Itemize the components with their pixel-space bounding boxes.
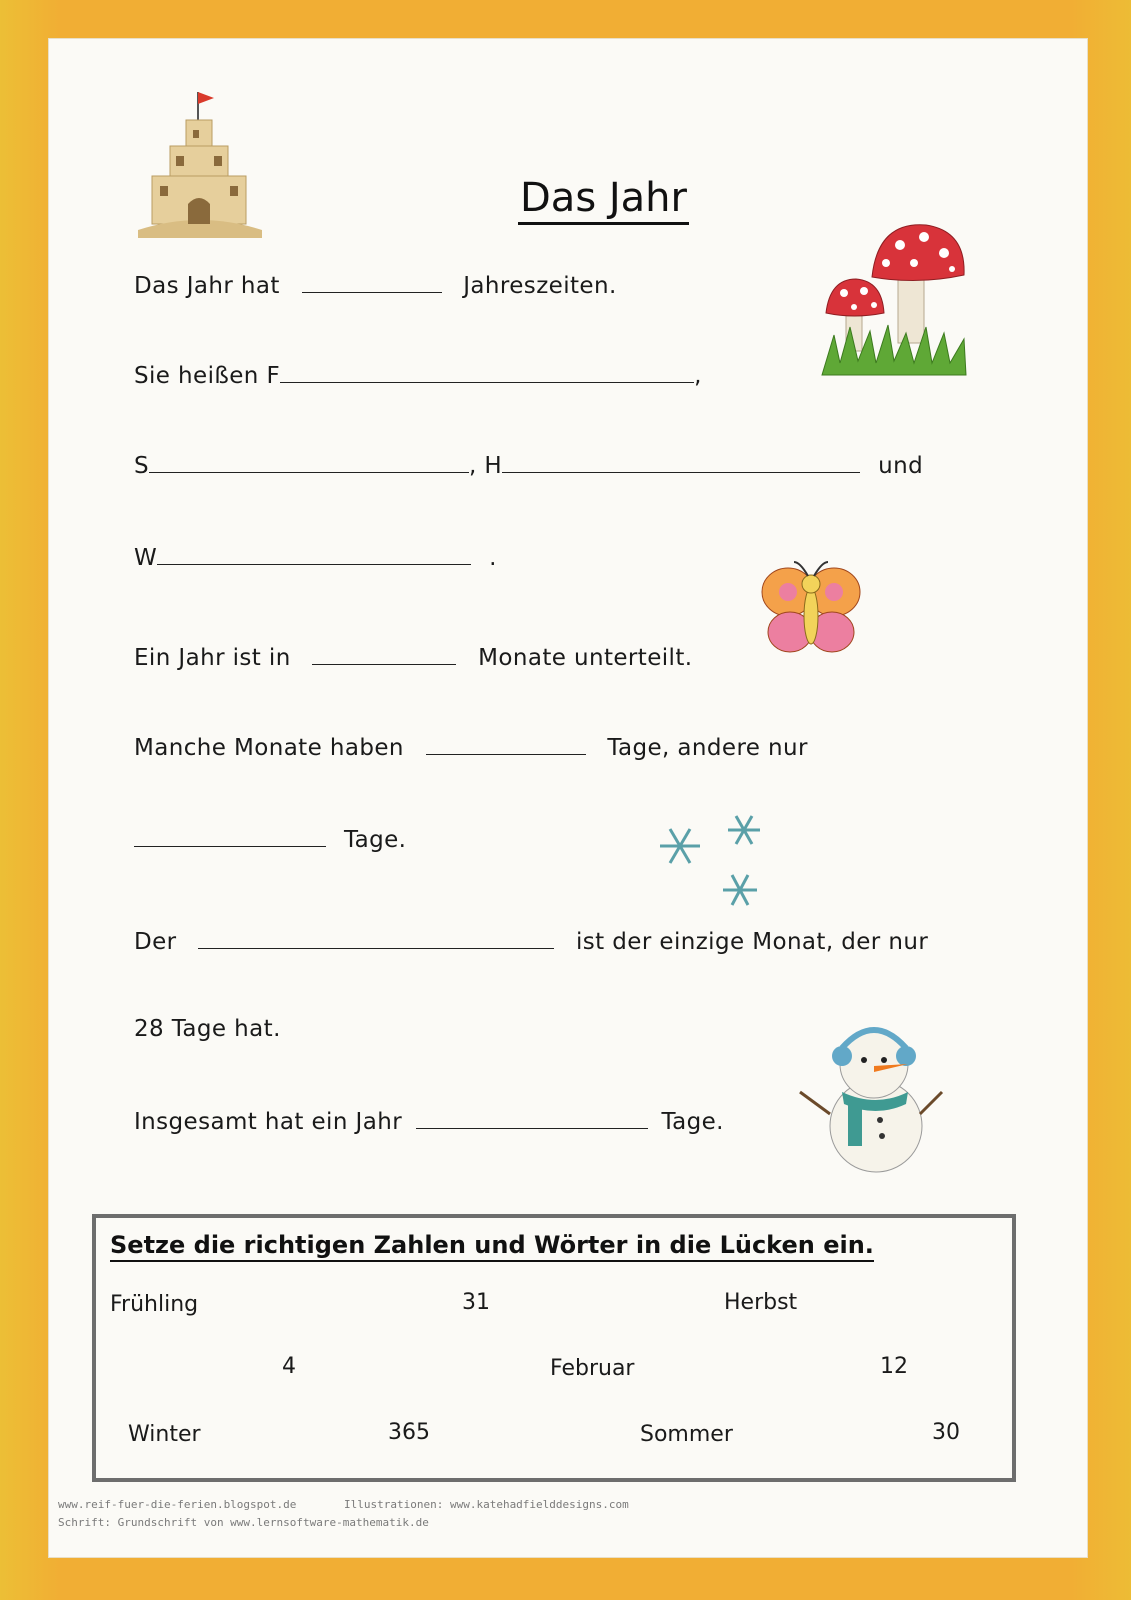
fill-blank[interactable]: [302, 270, 442, 293]
mushroom-icon: [820, 213, 970, 383]
fill-blank[interactable]: [280, 360, 694, 383]
sentence-1: [134, 270, 617, 299]
word-bank-item: 31: [462, 1290, 490, 1315]
footer-illustrations-credit: Illustrationen: www.katehadfielddesigns.com: [344, 1498, 629, 1511]
sentence-7: [134, 824, 406, 853]
page-title: Das Jahr: [518, 178, 689, 225]
word-bank-item: 4: [282, 1354, 296, 1379]
snowflake-icon: [652, 808, 772, 918]
fill-blank[interactable]: [502, 450, 860, 473]
sentence-2-text-b: ,: [694, 363, 702, 389]
sentence-1-text-a: Das Jahr hat: [134, 273, 280, 299]
sentence-4: [134, 542, 497, 571]
sentence-5-text-b: Monate unterteilt.: [478, 645, 693, 671]
sentence-6-text-a: Manche Monate haben: [134, 735, 404, 761]
fill-blank[interactable]: [157, 542, 471, 565]
word-bank-item: Herbst: [724, 1290, 798, 1315]
word-bank-item: 30: [932, 1420, 960, 1445]
word-bank-item: Winter: [128, 1422, 201, 1447]
sentence-7-text-a: Tage.: [344, 827, 407, 853]
fill-blank[interactable]: [312, 642, 456, 665]
word-bank-item: Sommer: [640, 1422, 733, 1447]
footer-font-credit: Schrift: Grundschrift von www.lernsoftware-mathematik.de: [58, 1516, 429, 1529]
sentence-1-text-b: Jahreszeiten.: [463, 273, 617, 299]
word-bank-instruction: Setze die richtigen Zahlen und Wörter in die Lücken ein.: [110, 1232, 874, 1262]
fill-blank[interactable]: [149, 450, 469, 473]
sentence-8-text-a: Der: [134, 929, 177, 955]
sentence-2: [134, 360, 702, 389]
word-bank-item: 12: [880, 1354, 908, 1379]
sentence-8: [134, 926, 928, 955]
sentence-9: [134, 1016, 281, 1042]
sentence-4-text-a: W: [134, 545, 158, 571]
sentence-3-text-c: und: [878, 453, 924, 479]
sentence-3-text-a: S: [134, 453, 149, 479]
fill-blank[interactable]: [134, 824, 326, 847]
word-bank-item: 365: [388, 1420, 430, 1445]
sentence-3: [134, 450, 923, 479]
sentence-5-text-a: Ein Jahr ist in: [134, 645, 291, 671]
sentence-2-text-a: Sie heißen F: [134, 363, 281, 389]
fill-blank[interactable]: [416, 1106, 648, 1129]
word-bank-item: Februar: [550, 1356, 635, 1381]
sandcastle-icon: [130, 80, 270, 240]
sentence-6-text-b: Tage, andere nur: [607, 735, 808, 761]
snowman-icon: [796, 1008, 946, 1178]
sentence-9-text-a: 28 Tage hat.: [134, 1016, 281, 1042]
word-bank-box: [92, 1214, 1016, 1482]
word-bank-item: Frühling: [110, 1292, 199, 1317]
sentence-10: [134, 1106, 724, 1135]
sentence-3-text-b: , H: [469, 453, 503, 479]
sentence-8-text-b: ist der einzige Monat, der nur: [575, 929, 929, 955]
footer-blog-link[interactable]: www.reif-fuer-die-ferien.blogspot.de: [58, 1498, 297, 1511]
butterfly-icon: [756, 556, 866, 666]
sentence-10-text-a: Insgesamt hat ein Jahr: [134, 1109, 403, 1135]
sentence-10-text-b: Tage.: [661, 1109, 724, 1135]
sentence-4-text-b: .: [489, 545, 497, 571]
sentence-6: [134, 732, 808, 761]
fill-blank[interactable]: [426, 732, 586, 755]
fill-blank[interactable]: [198, 926, 554, 949]
sentence-5: [134, 642, 692, 671]
